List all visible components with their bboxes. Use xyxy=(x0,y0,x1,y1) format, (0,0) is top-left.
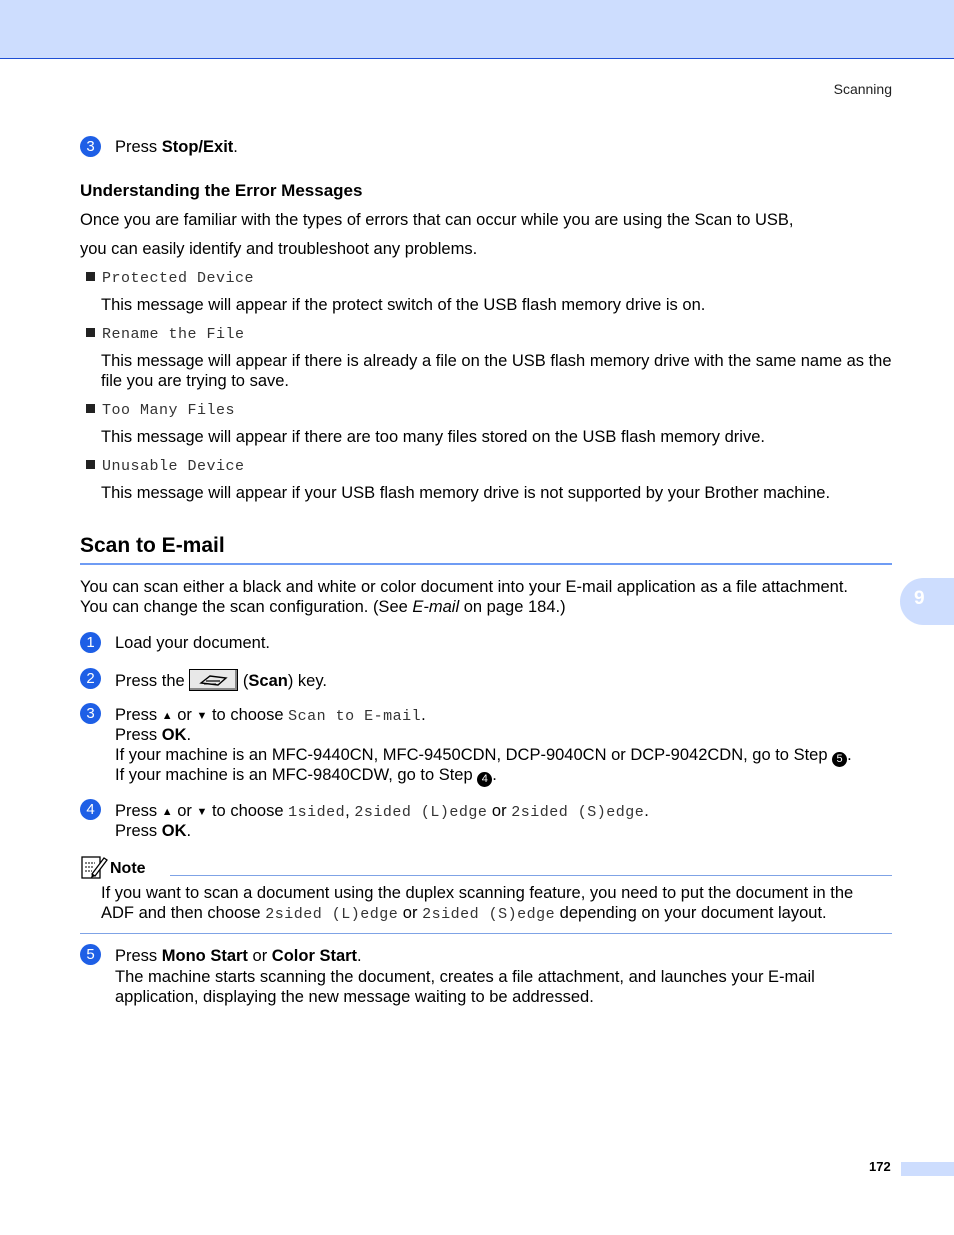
step-reference[interactable]: 4 xyxy=(477,772,492,787)
note-text-part: ADF and then choose xyxy=(101,904,266,922)
step-text: . xyxy=(421,706,426,724)
step-text xyxy=(115,669,327,691)
note-text-part: depending on your document layout. xyxy=(555,904,827,922)
step-text xyxy=(115,801,649,823)
error-item-code xyxy=(86,268,254,287)
step-number: 3 xyxy=(80,136,101,157)
step-text: Press xyxy=(115,726,162,744)
intro-text: on page 184.) xyxy=(459,598,566,616)
step-number: 3 xyxy=(80,703,101,724)
note-label: Note xyxy=(110,860,146,877)
step-text: If your machine is an MFC-9440CN, MFC-9450CDN, DCP-9040CN or DCP-9042CDN, go to Step xyxy=(115,746,833,764)
key-name: Mono Start xyxy=(161,947,248,965)
bullet-square-icon xyxy=(86,404,95,413)
step-text: If your machine is an MFC-9840CDW, go to Step xyxy=(115,766,478,784)
running-head: Scanning xyxy=(833,81,892,97)
step-text: Load your document. xyxy=(115,634,271,652)
error-code: Protected Device xyxy=(102,270,255,287)
step-text xyxy=(115,821,191,841)
step-text xyxy=(115,745,852,767)
bullet-square-icon xyxy=(86,460,95,469)
step-number: 4 xyxy=(80,799,101,820)
page-number: 172 xyxy=(869,1159,891,1174)
note-text-part: or xyxy=(398,904,423,922)
section-title: Scan to E-mail xyxy=(80,534,225,557)
chapter-number: 9 xyxy=(914,588,925,609)
menu-option: 2sided (L)edge xyxy=(354,804,488,821)
step-text: ( xyxy=(238,672,249,690)
error-item-code xyxy=(86,456,245,475)
error-item-code xyxy=(86,324,245,343)
note-divider xyxy=(170,875,892,876)
error-code: Rename the File xyxy=(102,326,245,343)
step-reference[interactable]: 5 xyxy=(832,752,847,767)
step-text xyxy=(115,725,191,745)
step-number: 1 xyxy=(80,632,101,653)
step-text: to choose xyxy=(207,706,289,724)
step-number: 5 xyxy=(80,944,101,965)
section-divider xyxy=(80,563,892,565)
step-text: Press xyxy=(115,947,162,965)
error-item-code xyxy=(86,400,235,419)
step-text: Press xyxy=(115,822,162,840)
step-text: to choose xyxy=(207,802,289,820)
menu-option: 2sided (S)edge xyxy=(511,804,645,821)
step-text: . xyxy=(644,802,649,820)
error-item-desc: This message will appear if there are too many files stored on the USB flash memory drive. xyxy=(101,428,765,446)
down-arrow-icon: ▼ xyxy=(196,710,208,722)
note-pencil-icon xyxy=(80,854,108,885)
bullet-square-icon xyxy=(86,272,95,281)
step-text: or xyxy=(247,947,272,965)
cross-reference-link[interactable]: E-mail xyxy=(412,598,460,616)
step-text: The machine starts scanning the document, creates a file attachment, and launches your E-mail xyxy=(115,968,815,986)
step-text: application, displaying the new message waiting to be addressed. xyxy=(115,988,594,1006)
error-item-desc: This message will appear if the protect switch of the USB flash memory drive is on. xyxy=(101,296,706,314)
step-text-prefix: Press the xyxy=(115,672,190,690)
error-item-desc: This message will appear if there is already a file on the USB flash memory drive with the same name as the file you are trying to save. xyxy=(101,352,892,390)
step-text: or xyxy=(172,802,197,820)
step-text: or xyxy=(172,706,197,724)
step-text-suffix: . xyxy=(233,138,238,156)
menu-option: Scan to E-mail xyxy=(288,708,422,725)
error-item-desc: This message will appear if your USB flash memory drive is not supported by your Brother machine. xyxy=(101,484,831,502)
footer-band xyxy=(901,1162,954,1176)
error-code: Unusable Device xyxy=(102,458,245,475)
bullet-square-icon xyxy=(86,328,95,337)
section-subheading: Understanding the Error Messages xyxy=(80,181,363,200)
note-text: If you want to scan a document using the duplex scanning feature, you need to put the document in the xyxy=(101,884,854,902)
menu-option: 2sided (S)edge xyxy=(422,906,556,923)
step-text: . xyxy=(847,746,852,764)
note-text xyxy=(101,903,896,925)
key-name: Scan xyxy=(248,672,288,690)
up-arrow-icon: ▲ xyxy=(161,710,173,722)
menu-option: 2sided (L)edge xyxy=(265,906,399,923)
menu-option: 1sided xyxy=(288,804,346,821)
step-text: Press xyxy=(115,706,162,724)
step-number: 2 xyxy=(80,668,101,689)
scan-key-icon xyxy=(189,669,238,691)
step-text: Press xyxy=(115,802,162,820)
intro-line xyxy=(80,597,566,617)
intro-line: Once you are familiar with the types of errors that can occur while you are using the Scan to USB, xyxy=(80,211,794,229)
step-text: , xyxy=(345,802,355,820)
intro-line: You can scan either a black and white or color document into your E-mail application as a file attachment. xyxy=(80,578,848,596)
step-text: . xyxy=(492,766,497,784)
step-text: or xyxy=(487,802,512,820)
step-text: ) key. xyxy=(287,672,327,690)
intro-text: You can change the scan configuration. (See xyxy=(80,598,413,616)
step-text: . xyxy=(186,822,192,840)
up-arrow-icon: ▲ xyxy=(161,806,173,818)
step-text: . xyxy=(186,726,192,744)
header-band xyxy=(0,0,954,59)
step-text-prefix: Press xyxy=(115,138,162,156)
step-text xyxy=(115,946,362,966)
note-divider xyxy=(80,933,892,934)
key-name: OK xyxy=(161,726,187,744)
step-text xyxy=(115,705,426,727)
step-text: . xyxy=(357,947,362,965)
intro-line: you can easily identify and troubleshoot any problems. xyxy=(80,240,478,258)
chapter-tab xyxy=(900,578,954,625)
step-text xyxy=(115,137,238,157)
step-text xyxy=(115,765,497,787)
key-name: Color Start xyxy=(271,947,358,965)
error-code: Too Many Files xyxy=(102,402,236,419)
key-name: OK xyxy=(161,822,187,840)
key-name: Stop/Exit xyxy=(161,138,234,156)
down-arrow-icon: ▼ xyxy=(196,806,208,818)
